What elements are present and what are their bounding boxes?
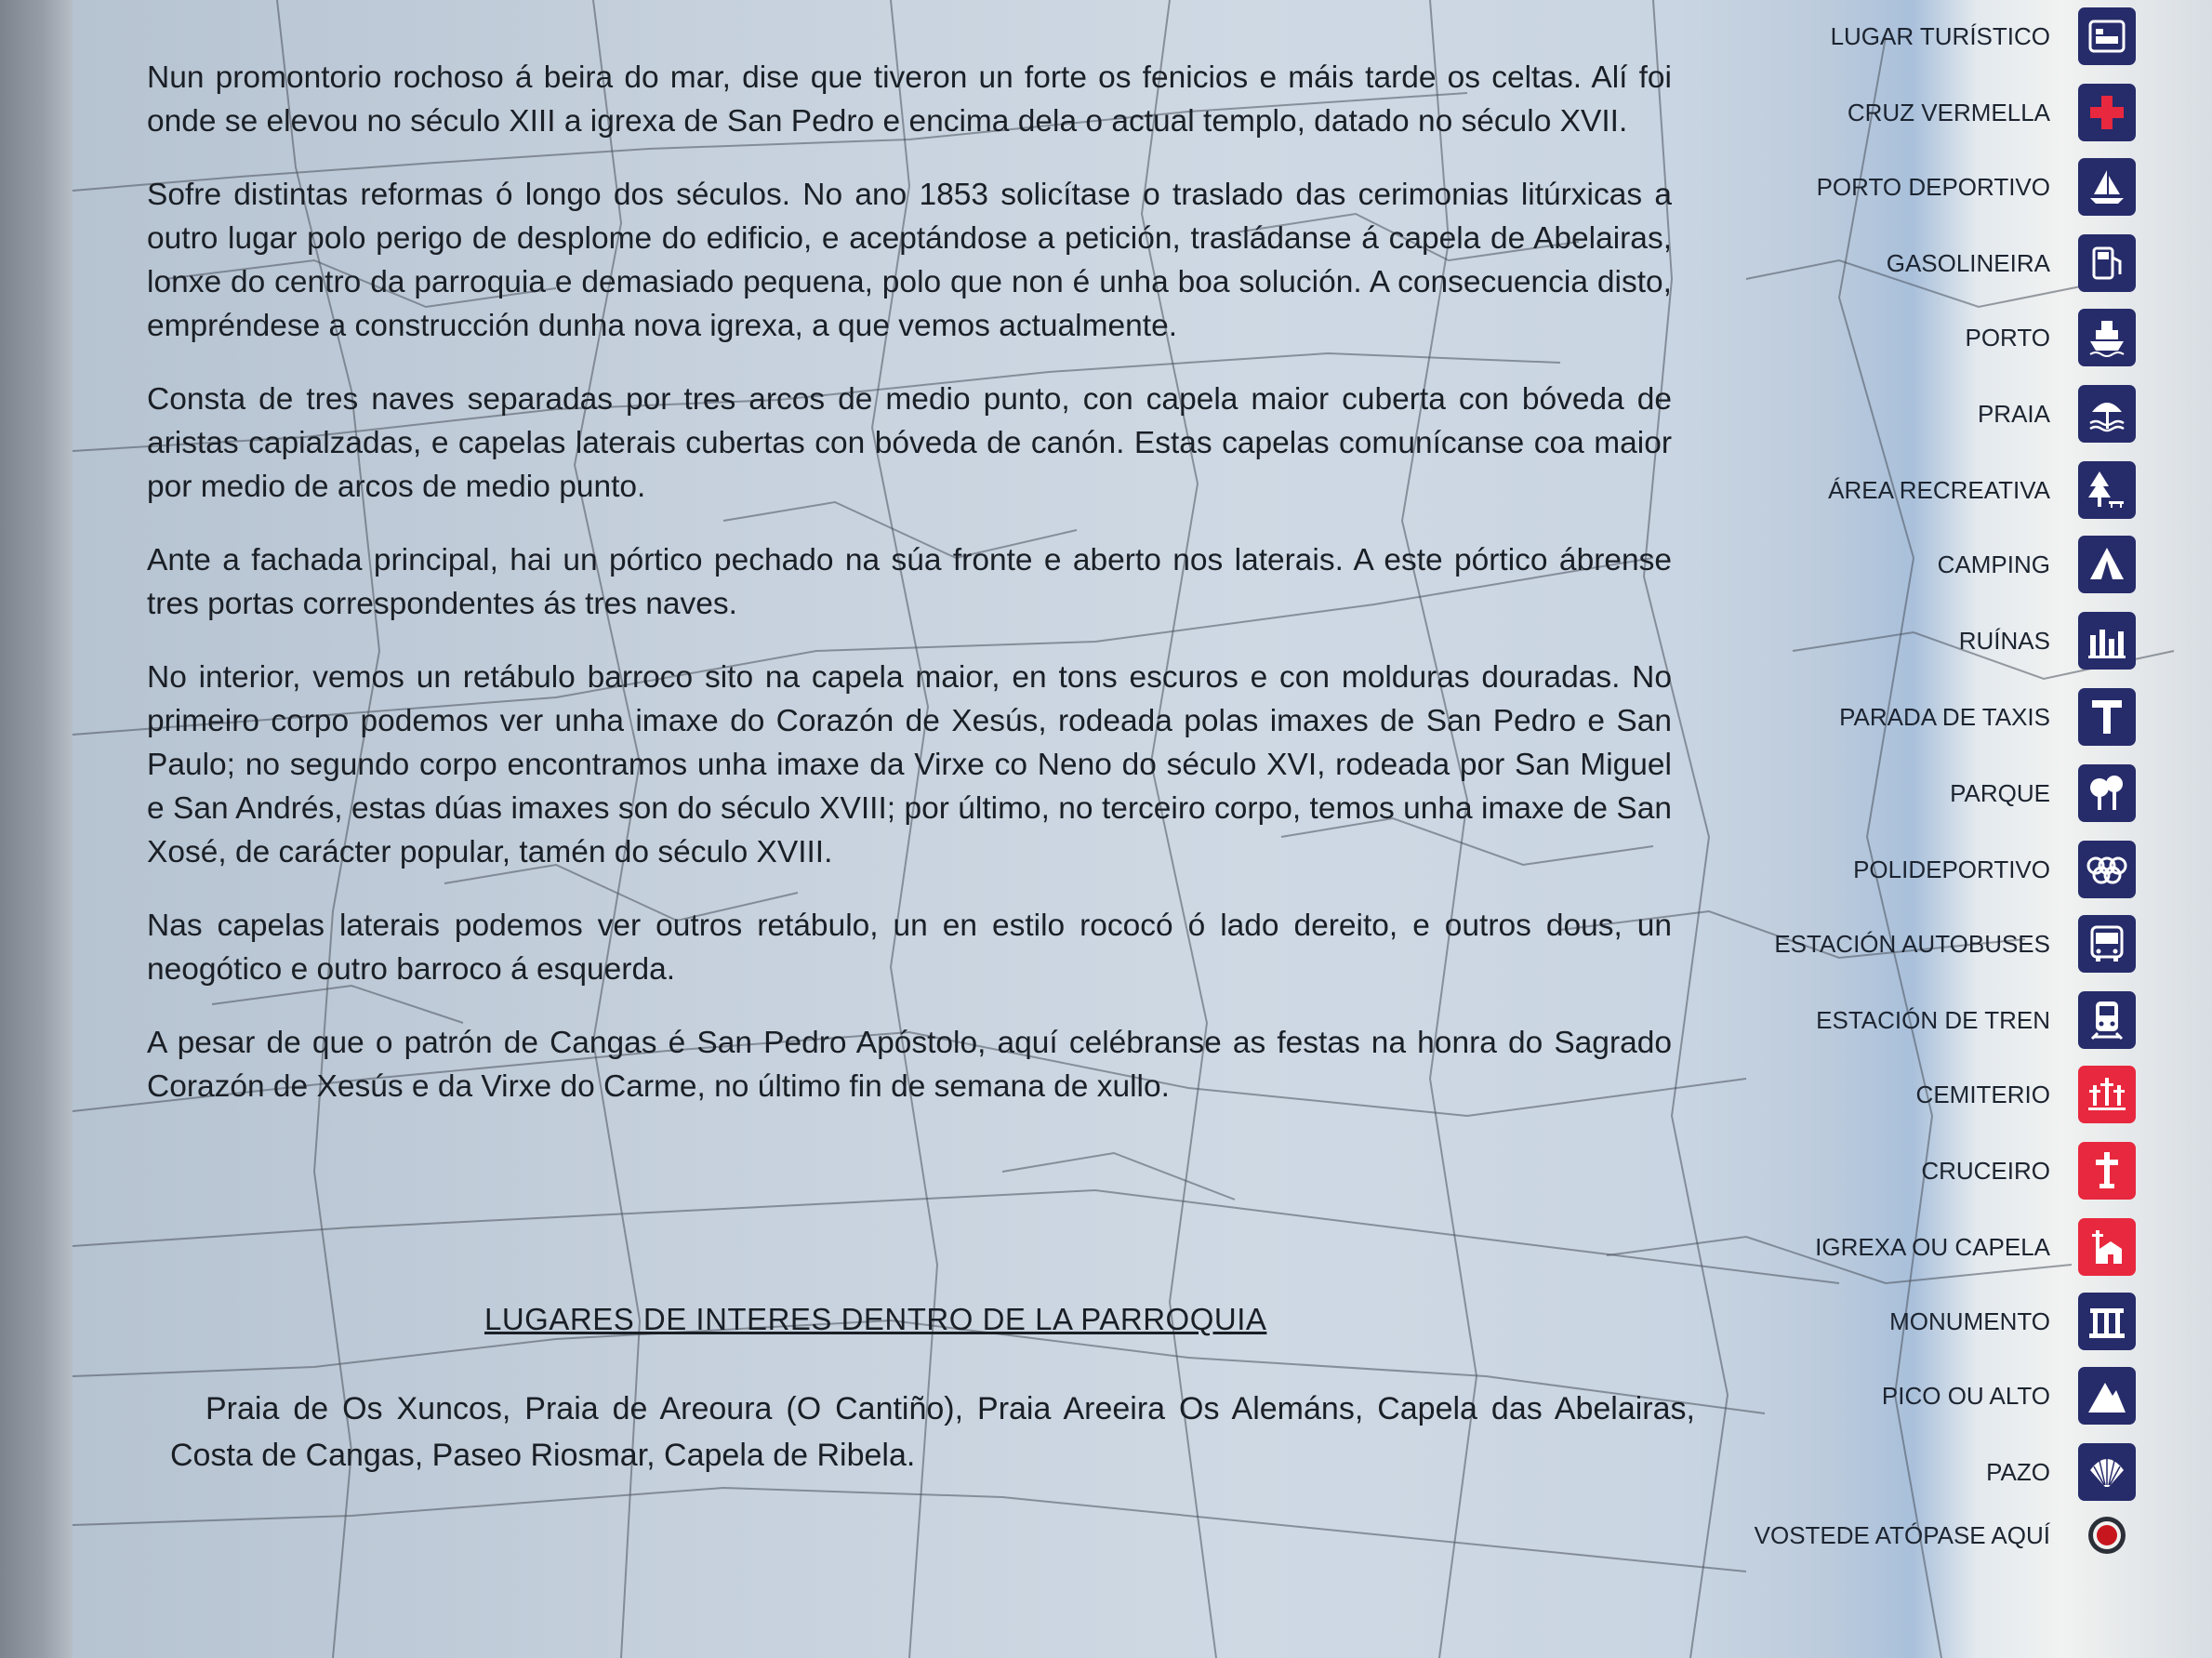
legend-item bbox=[1959, 612, 2136, 670]
legend-item bbox=[1950, 764, 2136, 822]
olympic-rings-icon bbox=[2078, 841, 2136, 898]
paragraph: Nun promontorio rochoso á beira do mar, dise que tiveron un forte os fenicios e máis tarde os celtas. Alí foi onde se elevou no século XIII a igrexa de San Pedro e encima dela o actual templo, datado no século XVII. bbox=[147, 60, 1672, 139]
stone-cross-icon bbox=[2078, 1142, 2136, 1200]
places-of-interest-title: LUGARES DE INTERES DENTRO DE LA PARROQUIA bbox=[484, 1302, 1267, 1336]
train-icon bbox=[2078, 991, 2136, 1049]
legend-label: PARADA DE TAXIS bbox=[1839, 702, 2050, 731]
tent-icon bbox=[2078, 536, 2136, 593]
legend-label: PRAIA bbox=[1977, 399, 2050, 428]
legend-item bbox=[1816, 991, 2136, 1049]
legend-item bbox=[1921, 1142, 2136, 1200]
sign-frame-edge bbox=[0, 0, 73, 1658]
legend-item bbox=[1817, 158, 2136, 216]
legend-label: CRUCEIRO bbox=[1921, 1156, 2050, 1185]
park-trees-icon bbox=[2078, 764, 2136, 822]
ruins-icon bbox=[2078, 612, 2136, 670]
tree-bench-icon bbox=[2078, 461, 2136, 519]
legend-item bbox=[1986, 1443, 2136, 1501]
legend-item bbox=[1889, 1293, 2136, 1350]
legend-item bbox=[1815, 1218, 2136, 1276]
legend-label: MONUMENTO bbox=[1889, 1307, 2050, 1335]
legend-label: CAMPING bbox=[1937, 550, 2050, 578]
legend-label: VOSTEDE ATÓPASE AQUÍ bbox=[1754, 1520, 2050, 1549]
legend-label: IGREXA OU CAPELA bbox=[1815, 1232, 2050, 1261]
legend-item bbox=[1755, 1506, 2136, 1564]
legend-label: PARQUE bbox=[1950, 778, 2050, 807]
taxi-t-icon bbox=[2078, 688, 2136, 746]
legend-item bbox=[1774, 915, 2136, 973]
paragraph: Sofre distintas reformas ó longo dos séculos. No ano 1853 solicítase o traslado das cerimonias litúrxicas a outro lugar polo perigo de desplome do edificio, e aceptándose a petición, trasládanse á capela de Abelairas, lonxe do centro da parroquia e demasiado pequena, polo que non é unha boa solución. A consecuencia disto, empréndese a construcción dunha nova igrexa, a que vemos actualmente. bbox=[147, 178, 1672, 343]
legend-item bbox=[1978, 385, 2136, 443]
legend-label: PAZO bbox=[1986, 1457, 2050, 1486]
paragraph: Ante a fachada principal, hai un pórtico pechado na súa fronte e aberto nos laterais. A este pórtico ábrense tres portas correspondentes ás tres naves. bbox=[147, 543, 1672, 621]
legend-item bbox=[1882, 1367, 2136, 1425]
cemetery-crosses-icon bbox=[2078, 1066, 2136, 1123]
beach-umbrella-icon bbox=[2078, 385, 2136, 443]
information-sign bbox=[73, 0, 2212, 1658]
legend-item bbox=[1965, 309, 2136, 366]
legend-item bbox=[1828, 461, 2136, 519]
paragraph: Consta de tres naves separadas por tres arcos de medio punto, con capela maior cuberta con bóveda de aristas capialzadas, e capelas laterais cubertas con bóveda de canón. Estas capelas comunícanse coa maior por medio de arcos de medio punto. bbox=[147, 382, 1672, 504]
paragraph: A pesar de que o patrón de Cangas é San Pedro Apóstolo, aquí celébranse as festas na honra do Sagrado Corazón de Xesús e da Virxe do Carme, no último fin de semana de xullo. bbox=[147, 1026, 1672, 1104]
bed-icon bbox=[2078, 7, 2136, 65]
legend-label: LUGAR TURÍSTICO bbox=[1830, 21, 2050, 50]
legend-item bbox=[1916, 1066, 2136, 1123]
fuel-pump-icon bbox=[2078, 234, 2136, 292]
legend-label: CRUZ VERMELLA bbox=[1847, 98, 2050, 126]
legend-label: ÁREA RECREATIVA bbox=[1828, 475, 2050, 504]
scallop-shell-icon bbox=[2078, 1443, 2136, 1501]
church-icon bbox=[2078, 1218, 2136, 1276]
red-cross-icon bbox=[2078, 84, 2136, 141]
legend-item bbox=[1848, 84, 2136, 141]
legend-item bbox=[1839, 688, 2136, 746]
bus-icon bbox=[2078, 915, 2136, 973]
legend-label: RUÍNAS bbox=[1958, 626, 2050, 655]
paragraph: Nas capelas laterais podemos ver outros retábulo, un en estilo rococó ó lado dereito, e outros dous, un neogótico e outro barroco á esquerda. bbox=[147, 909, 1672, 987]
you-are-here-icon bbox=[2078, 1506, 2136, 1564]
legend-label: POLIDEPORTIVO bbox=[1853, 855, 2050, 883]
legend-label: PORTO DEPORTIVO bbox=[1816, 172, 2050, 201]
legend-label: GASOLINEIRA bbox=[1886, 248, 2050, 277]
legend-item bbox=[1938, 536, 2136, 593]
legend-item bbox=[1887, 234, 2136, 292]
legend-label: ESTACIÓN DE TREN bbox=[1816, 1005, 2050, 1034]
legend-item bbox=[1831, 7, 2136, 65]
mountain-icon bbox=[2078, 1367, 2136, 1425]
paragraph: No interior, vemos un retábulo barroco sito na capela maior, en tons escuros e con molduras douradas. No primeiro corpo podemos ver unha imaxe do Corazón de Xesús, rodeada polas imaxes de San Pedro e San Paulo; no segundo corpo encontramos unha imaxe da Virxe co Neno do século XVI, rodeada por San Miguel e San Andrés, estas dúas imaxes son do século XVIII; por último, no terceiro corpo, temos unha imaxe de San Xosé, de carácter popular, tamén do século XVIII. bbox=[147, 660, 1672, 869]
monument-icon bbox=[2078, 1293, 2136, 1350]
description-text bbox=[147, 56, 1672, 1138]
legend-label: PICO OU ALTO bbox=[1881, 1381, 2050, 1410]
places-of-interest-list: Praia de Os Xuncos, Praia de Areoura (O Cantiño), Praia Areeira Os Alemáns, Capela das Abelairas, Costa de Cangas, Paseo Riosmar, Capela de Ribela. bbox=[170, 1391, 1695, 1473]
sailboat-icon bbox=[2078, 158, 2136, 216]
legend-item bbox=[1853, 841, 2136, 898]
ship-icon bbox=[2078, 309, 2136, 366]
legend-label: ESTACIÓN AUTOBUSES bbox=[1774, 929, 2050, 958]
legend-label: CEMITERIO bbox=[1915, 1080, 2050, 1108]
legend-label: PORTO bbox=[1965, 323, 2050, 351]
